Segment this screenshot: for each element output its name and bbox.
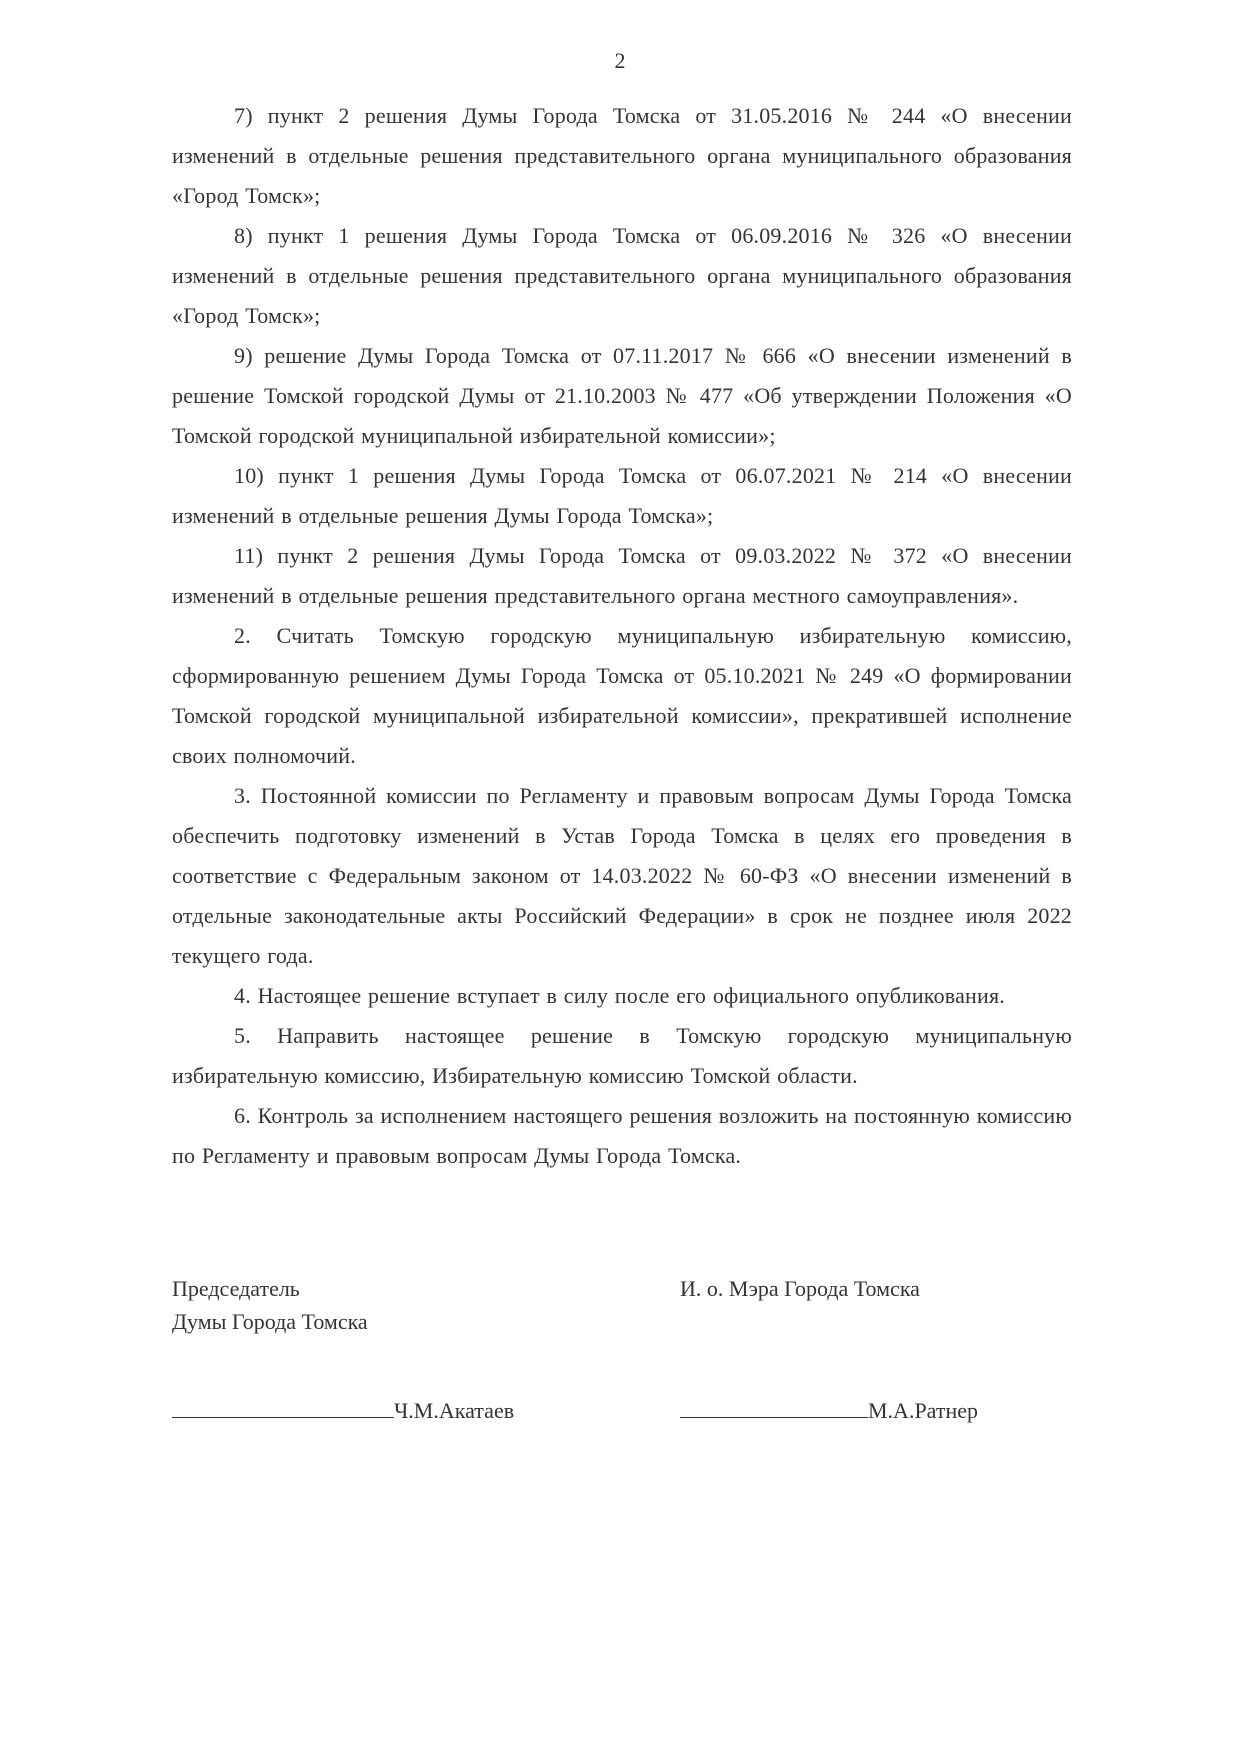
paragraph-point-6: 6. Контроль за исполнением настоящего решения возложить на постоянную комиссию по Регламенту и правовым вопросам Думы Города Томска. xyxy=(172,1103,1072,1168)
paragraph-item-9: 9) решение Думы Города Томска от 07.11.2017 № 666 «О внесении изменений в решение Томской городской Думы от 21.10.2003 № 477 «Об утверждении Положения «О Томской городской муниципальной избирательной комиссии»; xyxy=(172,343,1072,448)
paragraph-item-11: 11) пункт 2 решения Думы Города Томска от 09.03.2022 № 372 «О внесении изменений в отдельные решения представительного органа местного самоуправления». xyxy=(172,543,1072,608)
signature-right-row xyxy=(680,1394,1072,1427)
signature-left-title-line1: Председатель xyxy=(172,1276,300,1301)
page-number: 2 xyxy=(614,48,626,73)
signature-right-titles xyxy=(680,1272,1072,1340)
signature-right-title: И. о. Мэра Города Томска xyxy=(680,1276,920,1301)
signature-line xyxy=(172,1395,394,1418)
signature-right xyxy=(622,1272,1072,1427)
signature-left-name: Ч.М.Акатаев xyxy=(394,1398,515,1423)
signature-right-name: М.А.Ратнер xyxy=(868,1398,979,1423)
signature-left-titles xyxy=(172,1272,622,1340)
signature-left-title-line2: Думы Города Томска xyxy=(172,1309,368,1334)
signature-left-row xyxy=(172,1394,622,1427)
paragraph-point-2: 2. Считать Томскую городскую муниципальную избирательную комиссию, сформированную решением Думы Города Томска от 05.10.2021 № 249 «О формировании Томской городской муниципальной избирательной комиссии», прекратившей исполнение своих полномочий. xyxy=(172,623,1072,768)
signature-left xyxy=(172,1272,622,1427)
signature-block xyxy=(172,1272,1072,1427)
paragraph-point-5: 5. Направить настоящее решение в Томскую городскую муниципальную избирательную комиссию, Избирательную комиссию Томской области. xyxy=(172,1023,1072,1088)
paragraph-item-8: 8) пункт 1 решения Думы Города Томска от 06.09.2016 № 326 «О внесении изменений в отдельные решения представительного органа муниципального образования «Город Томск»; xyxy=(172,223,1072,328)
paragraph-item-10: 10) пункт 1 решения Думы Города Томска от 06.07.2021 № 214 «О внесении изменений в отдельные решения Думы Города Томска»; xyxy=(172,463,1072,528)
paragraph-point-4: 4. Настоящее решение вступает в силу после его официального опубликования. xyxy=(234,983,1006,1008)
signature-line xyxy=(680,1395,868,1418)
paragraph-item-7: 7) пункт 2 решения Думы Города Томска от 31.05.2016 № 244 «О внесении изменений в отдельные решения представительного органа муниципального образования «Город Томск»; xyxy=(172,103,1072,208)
document-body xyxy=(172,96,1072,1427)
paragraph-point-3: 3. Постоянной комиссии по Регламенту и правовым вопросам Думы Города Томска обеспечить подготовку изменений в Устав Города Томска в целях его проведения в соответствие с Федеральным законом от 14.03.2022 № 60-ФЗ «О внесении изменений в отдельные законодательные акты Российский Федерации» в срок не позднее июля 2022 текущего года. xyxy=(172,783,1072,968)
